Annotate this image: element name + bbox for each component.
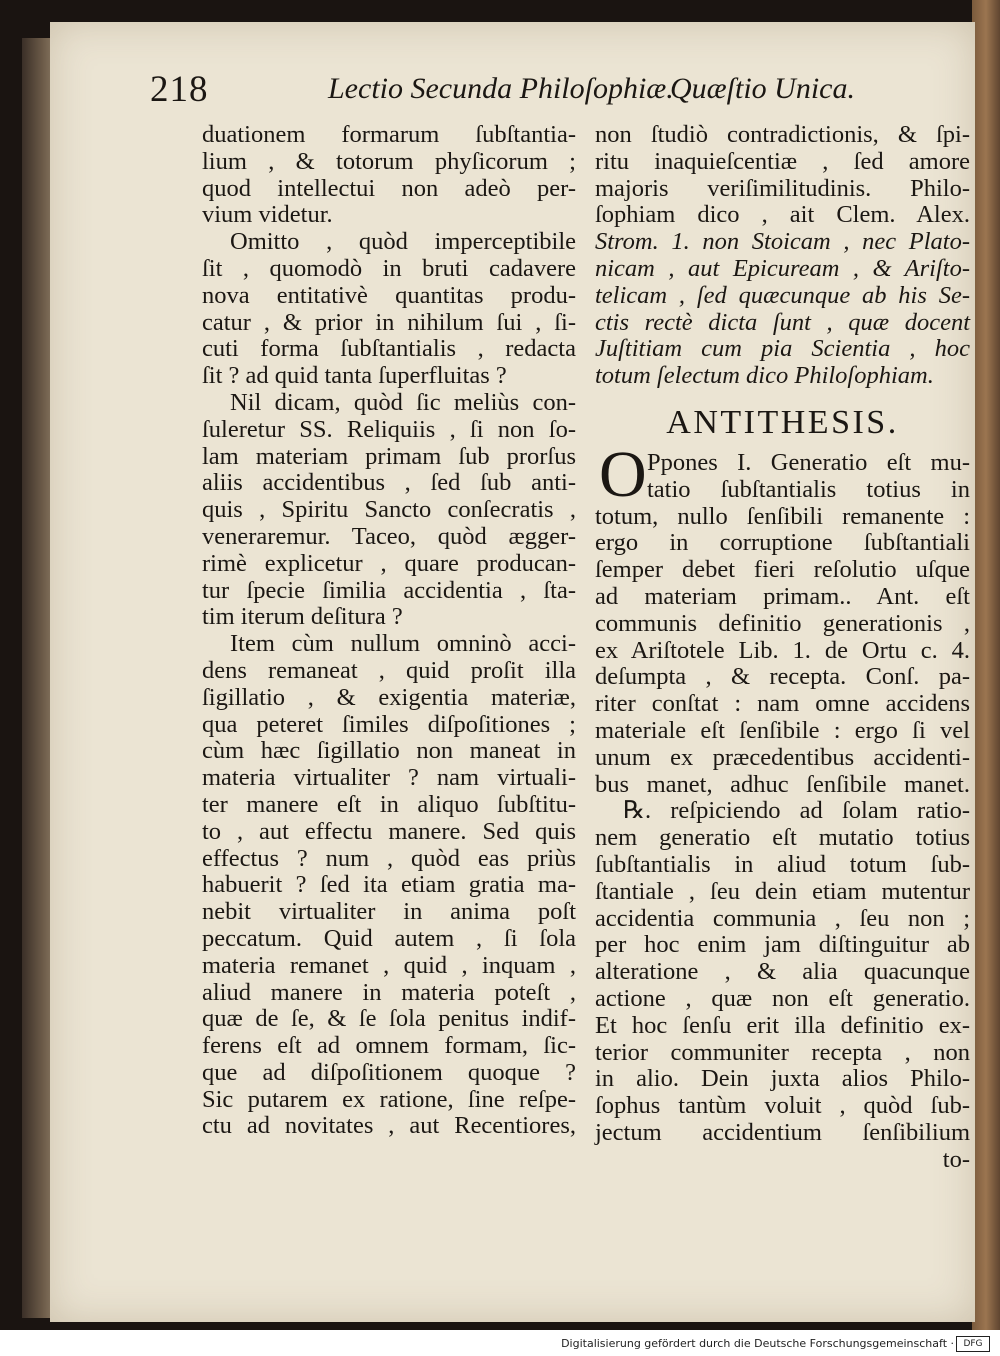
text-line: qua peteret ſimiles diſpoſitiones ; (202, 710, 576, 738)
running-question: Quæſtio Unica. (670, 72, 855, 105)
text-line: ctis rectè dicta ſunt , quæ docent (595, 308, 970, 336)
text-line: actione , quæ non eſt generatio. (595, 984, 970, 1012)
text-line: to , aut effectu manere. Sed quis (202, 817, 576, 845)
text-line: ſophus tantùm voluit , quòd ſub- (595, 1092, 970, 1120)
text-line: lium , & totorum phyſicorum ; (202, 147, 576, 175)
text-line: ritu inaquieſcentiæ , ſed amore (595, 147, 970, 175)
text-line: ergo in corruptione ſubſtantiali (595, 529, 970, 557)
text-line: Item cùm nullum omninò acci- (230, 630, 576, 658)
text-line: Et hoc ſenſu erit illa definitio ex- (595, 1011, 970, 1039)
right-column (595, 122, 970, 1173)
left-column (202, 122, 576, 1140)
text-line: Nil dicam, quòd ſic meliùs con- (230, 388, 576, 416)
text-line: nem generatio eſt mutatio totius (595, 824, 970, 852)
text-line: tur ſpecie ſimilia accidentia , ſta- (202, 576, 576, 604)
text-line: jectum accidentium ſenſibilium (595, 1118, 970, 1146)
text-line: deſumpta , & recepta. Conſ. pa- (595, 663, 970, 691)
running-title: Lectio Secunda Philoſophiæ. (328, 72, 674, 105)
text-line: ad materiam primam.. Ant. eſt (595, 582, 970, 610)
text-line: nicam , aut Epicuream , & Ariſto- (595, 254, 970, 282)
text-line: quis , Spiritu Sancto conſecratis , (202, 496, 576, 524)
text-line: materia virtualiter ? nam virtuali- (202, 764, 576, 792)
text-line: rimè explicetur , quare producan- (202, 549, 576, 577)
page-number: 218 (150, 69, 209, 110)
text-line: totum, nullo ſenſibili remanente : (595, 502, 970, 530)
book-cover-edge (972, 0, 1000, 1330)
digitization-footer (0, 1330, 1000, 1356)
text-line: cuti forma ſubſtantialis , redacta (202, 335, 576, 363)
text-line: nova entitativè quantitas produ- (202, 281, 576, 309)
drop-initial: O (599, 437, 647, 511)
text-line: quæ de ſe, & ſe ſola penitus indif- (202, 1005, 576, 1033)
text-line: habuerit ? ſed ita etiam gratia ma- (202, 871, 576, 899)
dfg-logo: DFG (956, 1336, 990, 1352)
text-line: peccatum. Quid autem , ſi ſola (202, 924, 576, 952)
text-line: Strom. 1. non Stoicam , nec Plato- (595, 228, 970, 256)
text-line: aliis accidentibus , ſed ſub anti- (202, 469, 576, 497)
text-line: que ad diſpoſitionem quoque ? (202, 1058, 576, 1086)
text-line: totum ſelectum dico Philoſophiam. (595, 362, 934, 390)
text-line: ſit , quomodò in bruti cadavere (202, 254, 576, 282)
text-line: Omitto , quòd imperceptibile (230, 228, 576, 256)
text-line: per hoc enim jam diſtinguitur ab (595, 931, 970, 959)
text-line: ſigillatio , & exigentia materiæ, (202, 683, 576, 711)
text-line: ctu ad novitates , aut Recentiores, (202, 1112, 576, 1140)
text-line: materia remanet , quid , inquam , (202, 951, 576, 979)
catchword: to- (942, 1145, 970, 1173)
text-line: terior communiter recepta , non (595, 1038, 970, 1066)
text-line: accidentia communia , ſeu non ; (595, 904, 970, 932)
text-line: dens remaneat , quid proſit illa (202, 656, 576, 684)
text-line: unum ex præcedentibus accidenti- (595, 743, 970, 771)
text-line: vium videtur. (202, 201, 333, 229)
text-line: tatio ſubſtantialis totius in (647, 475, 970, 503)
text-line: veneraremur. Taceo, quòd ægger- (202, 522, 576, 550)
text-line: cùm hæc ſigillatio non maneat in (202, 737, 576, 765)
text-line: communis definitio generationis , (595, 609, 970, 637)
text-line: catur , & prior in nihilum ſui , ſi- (202, 308, 576, 336)
text-line: ſubſtantialis in aliud totum ſub- (595, 850, 970, 878)
text-line: non ſtudiò contradictionis, & ſpi- (595, 121, 970, 148)
funding-credit: Digitalisierung gefördert durch die Deutsche Forschungsgemeinschaft · (561, 1337, 954, 1350)
text-line: Sic putarem ex ratione, ſine reſpe- (202, 1085, 576, 1113)
text-line: quod intellectui non adeò per- (202, 174, 576, 202)
text-line: ℞. reſpiciendo ad ſolam ratio- (623, 797, 970, 825)
text-line: ſophiam dico , ait Clem. Alex. (595, 201, 970, 229)
text-line: riter conſtat : nam omne accidens (595, 690, 970, 718)
text-line: effectus ? num , quòd eas priùs (202, 844, 576, 872)
text-line: tim iterum deſitura ? (202, 603, 403, 631)
text-line: lam materiam primam ſub prorſus (202, 442, 576, 470)
text-line: duationem formarum ſubſtantia- (202, 121, 576, 148)
text-line: ſemper debet fieri reſolutio uſque (595, 556, 970, 584)
text-line: majoris veriſimilitudinis. Philo- (595, 174, 970, 202)
text-line: Juſtitiam cum pia Scientia , hoc (595, 335, 970, 363)
text-line: bus manet, adhuc ſenſibile manet. (595, 770, 970, 798)
text-line: ex Ariſtotele Lib. 1. de Ortu c. 4. (595, 636, 970, 664)
running-head (150, 62, 855, 112)
text-line: in alio. Dein juxta alios Philo- (595, 1065, 970, 1093)
text-line: nebit virtualiter in anima poſt (202, 898, 576, 926)
text-line: aliud manere in materia poteſt , (202, 978, 576, 1006)
text-line: ſit ? ad quid tanta ſuperfluitas ? (202, 362, 507, 390)
text-line: materiale eſt ſenſibile : ergo ſi vel (595, 716, 970, 744)
text-line: ſuleretur SS. Reliquiis , ſi non ſo- (202, 415, 576, 443)
text-line: telicam , ſed quæcunque ab his Se- (595, 281, 970, 309)
text-line: ter manere eſt in aliquo ſubſtitu- (202, 790, 576, 818)
text-line: Ppones I. Generatio eſt mu- (647, 448, 970, 476)
text-line: ſtantiale , ſeu dein etiam mutentur (595, 877, 970, 905)
text-line: ferens eſt ad omnem formam, ſic- (202, 1032, 576, 1060)
antithesis-paragraph (595, 437, 970, 1174)
section-heading: ANTITHESIS. (666, 403, 899, 441)
text-line: alteratione , & alia quacunque (595, 958, 970, 986)
